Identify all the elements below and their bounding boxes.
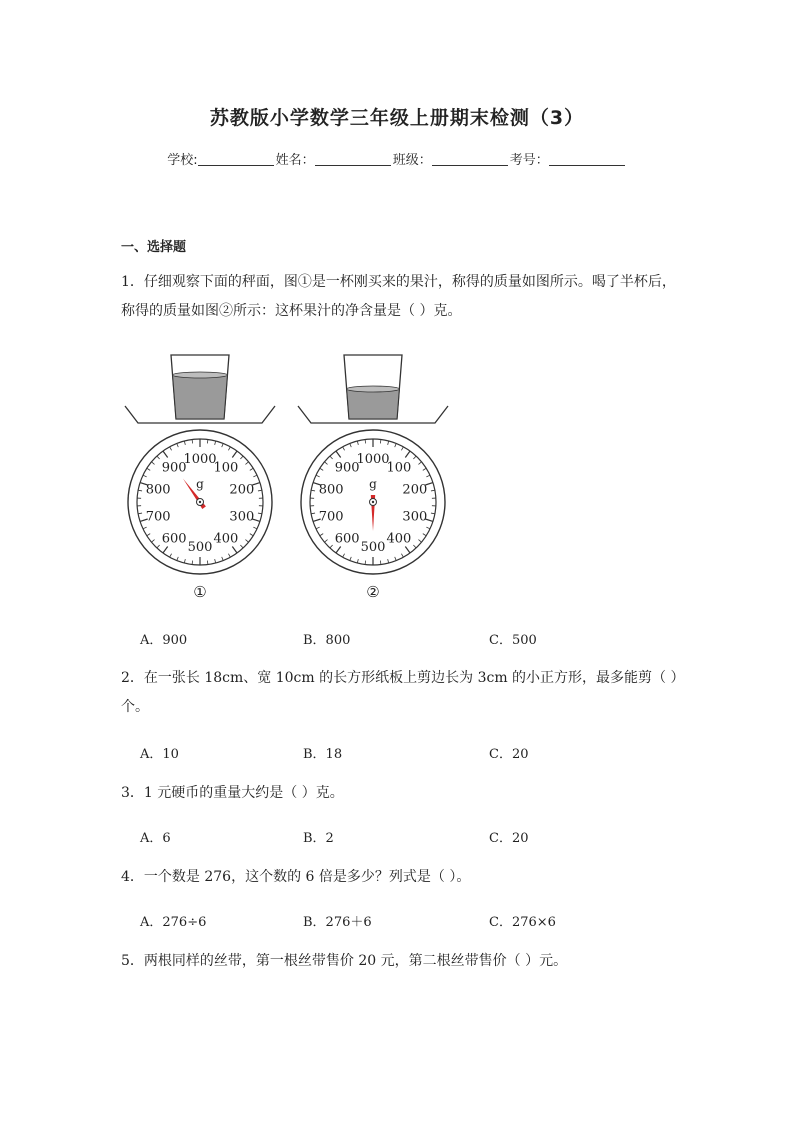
dial-label: 800 xyxy=(145,482,171,498)
needle-pivot-dot xyxy=(199,501,201,503)
exam-no-label: 考号： xyxy=(509,153,549,168)
scale-1 xyxy=(125,355,275,601)
dial-label: 700 xyxy=(318,509,344,525)
dial-label: 500 xyxy=(187,540,213,555)
option-c[interactable]: C．20 xyxy=(489,831,529,846)
option-b[interactable]: B．276＋6 xyxy=(303,915,372,930)
dial-label: 700 xyxy=(145,509,171,525)
juice-surface xyxy=(347,386,400,392)
dial-tick xyxy=(380,561,381,565)
class-label: 班级： xyxy=(392,153,432,168)
dial-label: 1000 xyxy=(183,452,217,467)
needle-pivot-dot xyxy=(372,501,374,503)
figure-caption: ① xyxy=(193,583,207,601)
figure-caption: ② xyxy=(366,583,380,601)
option-a[interactable]: A．276÷6 xyxy=(140,915,207,930)
dial-label: 600 xyxy=(334,531,360,547)
option-b[interactable]: B．2 xyxy=(303,831,334,846)
dial-tick xyxy=(365,439,366,443)
scales-figure xyxy=(120,347,460,607)
dial-label: 200 xyxy=(229,482,255,498)
dial-tick xyxy=(192,439,193,443)
name-blank[interactable] xyxy=(315,165,391,166)
school-blank[interactable] xyxy=(198,165,274,166)
dial-label: 900 xyxy=(161,460,187,476)
option-c[interactable]: C．500 xyxy=(489,633,537,648)
class-blank[interactable] xyxy=(432,165,508,166)
question-4 xyxy=(121,863,681,892)
unit-label: g xyxy=(196,477,204,491)
juice xyxy=(347,389,400,419)
juice-surface xyxy=(173,372,228,378)
dial-label: 300 xyxy=(229,509,255,525)
question-3-line-1: 3．1 元硬币的重量大约是（ ）克。 xyxy=(121,785,344,801)
dial-label: 900 xyxy=(334,460,360,476)
dial-label: 100 xyxy=(213,460,239,476)
option-c[interactable]: C．20 xyxy=(489,747,529,762)
question-3 xyxy=(121,779,681,808)
option-a[interactable]: A．6 xyxy=(140,831,171,846)
question-5-line-1: 5．两根同样的丝带，第一根丝带售价 20 元，第二根丝带售价（ ）元。 xyxy=(121,953,568,969)
option-c[interactable]: C．276×6 xyxy=(489,915,556,930)
student-info-row xyxy=(0,149,794,168)
question-1-line-1: 1．仔细观察下面的秤面，图①是一杯刚买来的果汁，称得的质量如图所示。喝了半杯后， xyxy=(121,274,676,290)
dial-label: 600 xyxy=(161,531,187,547)
school-label: 学校: xyxy=(167,153,198,168)
unit-label: g xyxy=(369,477,377,491)
option-a[interactable]: A．900 xyxy=(140,633,188,648)
page-title: 苏教版小学数学三年级上册期末检测（3） xyxy=(209,107,585,129)
dial-label: 800 xyxy=(318,482,344,498)
dial-tick xyxy=(192,561,193,565)
dial-label: 300 xyxy=(402,509,428,525)
dial-label: 400 xyxy=(213,531,239,547)
dial-label: 100 xyxy=(386,460,412,476)
question-1 xyxy=(121,268,681,326)
question-4-line-1: 4．一个数是 276，这个数的 6 倍是多少？列式是（ ）。 xyxy=(121,869,471,885)
dial-label: 500 xyxy=(360,540,386,555)
question-5 xyxy=(121,947,681,976)
juice xyxy=(173,375,228,419)
scales-illustration xyxy=(120,347,460,607)
section-heading: 一、选择题 xyxy=(121,240,187,255)
dial-label: 1000 xyxy=(356,452,390,467)
dial-label: 400 xyxy=(386,531,412,547)
dial-tick xyxy=(380,439,381,443)
question-2-line-1: 2．在一张长 18cm、宽 10cm 的长方形纸板上剪边长为 3cm 的小正方形，最多能剪（ ） xyxy=(121,670,685,686)
option-b[interactable]: B．18 xyxy=(303,747,343,762)
option-b[interactable]: B．800 xyxy=(303,633,351,648)
name-label: 姓名： xyxy=(275,153,315,168)
question-2-line-2: 个。 xyxy=(121,699,149,715)
question-1-line-2: 称得的质量如图②所示：这杯果汁的净含量是（ ）克。 xyxy=(121,303,462,319)
dial-tick xyxy=(365,561,366,565)
dial-tick xyxy=(207,439,208,443)
exam-no-blank[interactable] xyxy=(549,165,625,166)
dial-label: 200 xyxy=(402,482,428,498)
dial-tick xyxy=(207,561,208,565)
question-2 xyxy=(121,664,685,722)
option-a[interactable]: A．10 xyxy=(140,747,179,762)
scale-2 xyxy=(298,355,448,601)
